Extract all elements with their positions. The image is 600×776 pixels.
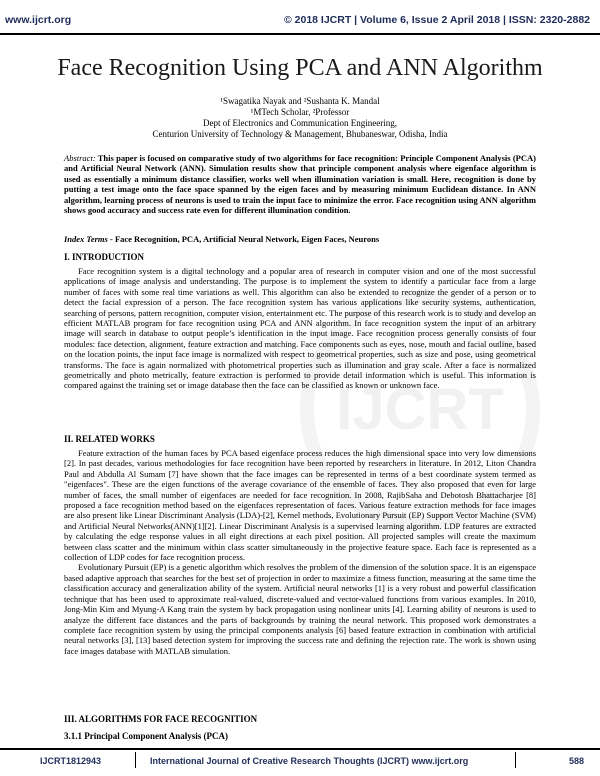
footer-page-number: 588 [568,756,584,766]
footer-paper-id: IJCRT1812943 [40,756,102,766]
related-section [64,448,536,656]
page-header [5,14,590,30]
paper-title: Face Recognition Using PCA and ANN Algorithm [57,55,543,81]
footer-journal[interactable]: International Journal of Creative Research Thoughts (IJCRT) www.ijcrt.org [150,756,469,766]
index-terms [64,234,536,244]
intro-section [64,266,536,391]
header-site[interactable]: www.ijcrt.org [5,14,72,26]
abstract-label: Abstract: [64,153,96,163]
author-roles: ¹MTech Scholar, ²Professor [250,107,350,117]
related-paragraph-2: Evolutionary Pursuit (EP) is a genetic algorithm which resolves the problem of the dimension of the solution space. It is an eigenspace based adaptive approach that searches for the best set of projection in order to maximize a fitness function, measuring at the same time the classification accuracy and generalization ability of the system. Artificial neural networks [1] is a very robust and powerful classification technique that has been used to approximate real-valued, discrete-valued and vector-valued functions from various examples. In 2010, Jong-Min Kim and Myung-A Kang train the system by back propagation using nonlinear units [4]. Learning ability of neurons is used to analyze the different face distances and the parts of backgrounds by training the neural network. This proposed work demonstrates a complete face recognition system by using the principal components analysis [6] based feature extraction in combination with artificial neural networks [3], [13] based detection system for improving the success rate and defining the rejection rate. The work is shown using face images database with MATLAB simulation. [64,562,536,656]
abstract [64,153,536,215]
intro-paragraph: Face recognition system is a digital technology and a popular area of research in computer vision and one of the most successful applications of image analysis and understanding. The purpose is to implement the system to identify a particular face from a large number of faces with some real time variations as well. This algorithm can also be extended to recognize the gender of a person or to detect the facial expression of a person. The face recognition system has various applications like security systems, authentication, searching of persons, pattern recognition, computer vision, entertainment etc. The purpose of this research work is to study and develop an efficient MATLAB program for face recognition using PCA and ANN algorithm. In face recognition system the input of an arbitrary image will search in database to output people’s identification in the input image. Face recognition process generally consists of four modules: face detection, alignment, feature extraction and matching. Face components such as eyes, nose, mouth and facial outline, based on the location points, the input face image is normalized with respect to geometrical properties, such as size and pose, using geometrical transforms. The face is again normalized with photometrical properties such as illumination and gray scale. After a face is normalized geometrically and photo metrically, feature extraction is performed to provide detail information which is useful. This information is compared against the training set or image database then the face can be classified as known or unknown face. [64,266,536,391]
ijcrt-watermark: IJCRT [300,290,540,530]
algorithms-heading: III. ALGORITHMS FOR FACE RECOGNITION [64,714,258,724]
abstract-text: This paper is focused on comparative study of two algorithms for face recognition: Principle Component Analysis (PCA) and Artificial Neural Network (ANN). Simulation results show that principle component analysis where eigenface algorithm is used as essentially a minimum distance classifier, works well when illumination variation is small. Here, recognition is done by putting a test image onto the face space spanned by the eigen faces and by measuring minimum Euclidean distance. In ANN algorithm, learning process of neurons is used to train the input face to minimize the error. Face recognition using ANN algorithm shows good accuracy and success rate even for different illumination condition. [64,153,536,216]
footer-divider-left [135,752,136,768]
index-terms-label: Index Terms - [64,234,113,244]
footer-rule [0,748,600,750]
header-journal-info: © 2018 IJCRT | Volume 6, Issue 2 April 2018 | ISSN: 2320-2882 [283,14,590,26]
author-block [0,96,600,140]
author-names: ¹Swagatika Nayak and ²Sushanta K. Mandal [220,96,380,106]
author-university: Centurion University of Technology & Management, Bhubaneswar, Odisha, India [152,129,448,139]
related-paragraph-1: Feature extraction of the human faces by PCA based eigenface process reduces the high dimensional space into very low dimensions [2]. In past decades, various methodologies for face recognition have been reported by researchers in literature. In 2012, Liton Chandra Paul and Abdulla Al Sumam [7] have shown that the face images can be represented in terms of a best coordinate system termed as "eigenfaces". These are the eigen functions of the average covariance of the ensemble of faces. They also proposed that even for large number of faces, the small number of eigenfaces are needed for face recognition. In 2008, RajibSaha and Debotosh Bhattacharjee [8] proposed a face recognition method based on the eigenfaces representation of faces. Various feature extraction methods for face images are also present like Linear Discriminant Analysis (LDA)-[2], Kernel methods, Evolutionary Pursuit (EP) Support Vector Machine (SVM) and Artificial Neural Networks(ANN)[1][2]. Linear Discriminant Analysis is a supervised learning algorithm. LDP features are extracted by calculating the edge response values in all eight directions at each pixel position. All projected samples will create the maximum between class scatter and the minimum within class scatter simultaneously in the projective feature space. Each face is represented as a collection of LDP codes for face recognition process. [64,448,536,563]
header-rule [0,33,600,35]
page-footer [0,756,600,770]
footer-divider-right [515,752,516,768]
author-dept: Dept of Electronics and Communication Engineering, [203,118,397,128]
pca-heading: 3.1.1 Principal Component Analysis (PCA) [64,731,229,741]
index-terms-text: Face Recognition, PCA, Artificial Neural Network, Eigen Faces, Neurons [114,234,380,244]
related-heading: II. RELATED WORKS [64,434,155,444]
intro-heading: I. INTRODUCTION [64,252,145,262]
